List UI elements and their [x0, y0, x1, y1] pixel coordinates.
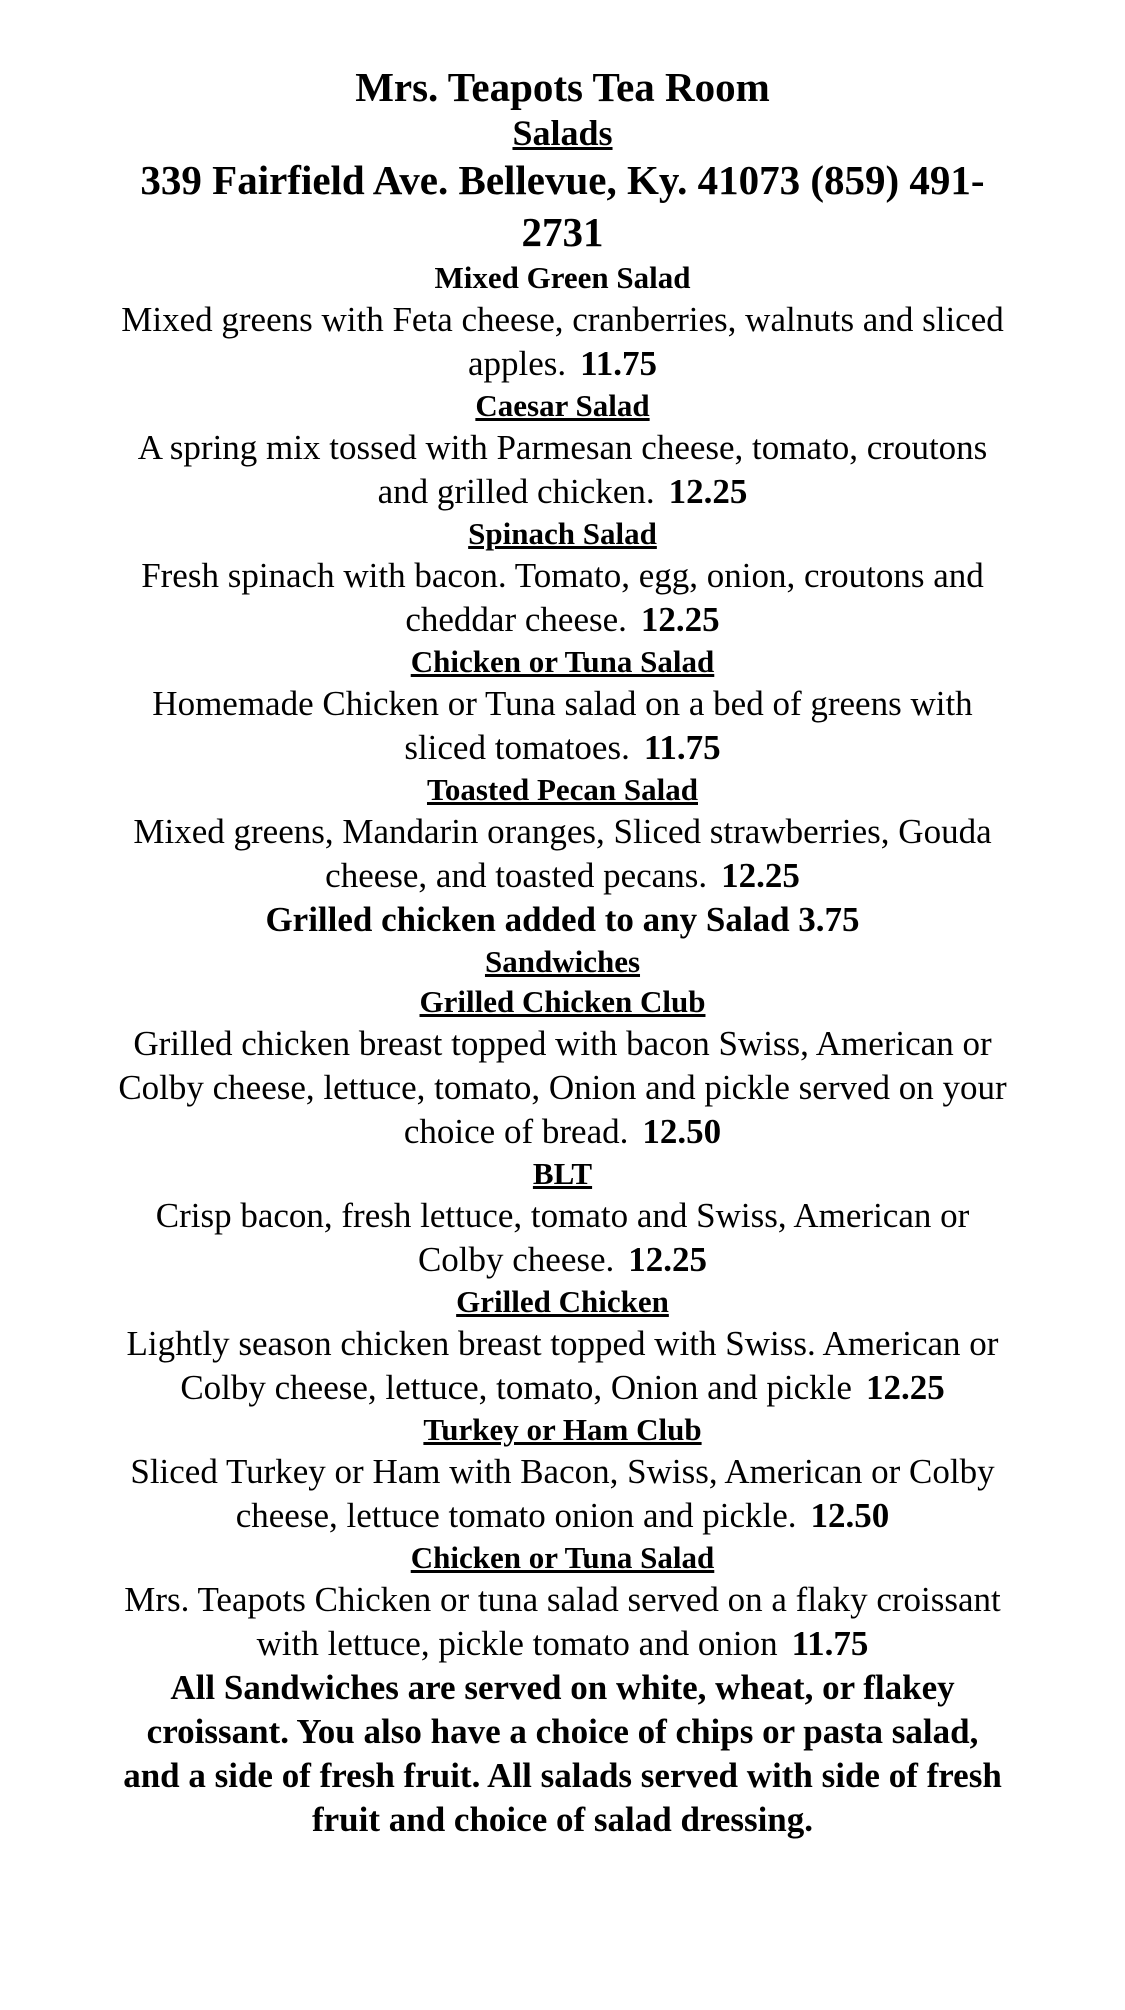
item-price: 11.75: [643, 728, 721, 767]
menu-item: [113, 1410, 1013, 1538]
salad-addon-note: Grilled chicken added to any Salad 3.75: [265, 900, 860, 939]
item-description: [113, 1194, 1013, 1282]
item-description: [113, 298, 1013, 386]
item-desc-text: Homemade Chicken or Tuna salad on a bed of greens with sliced tomatoes.: [152, 684, 973, 767]
item-description: [113, 682, 1013, 770]
item-desc-text: Mixed greens with Feta cheese, cranberries, walnuts and sliced apples.: [121, 300, 1004, 383]
item-name: Grilled Chicken Club: [419, 984, 706, 1019]
menu-item: [113, 770, 1013, 898]
menu-item: [113, 1282, 1013, 1410]
item-desc-text: Crisp bacon, fresh lettuce, tomato and Swiss, American or Colby cheese.: [155, 1196, 970, 1279]
item-price: 12.25: [628, 1240, 708, 1279]
address-phone: 339 Fairfield Ave. Bellevue, Ky. 41073 (859) 491-2731: [140, 157, 985, 255]
item-description: [113, 1578, 1013, 1666]
item-price: 12.50: [642, 1112, 722, 1151]
item-name: Spinach Salad: [468, 516, 657, 551]
item-desc-text: Fresh spinach with bacon. Tomato, egg, onion, croutons and cheddar cheese.: [141, 556, 984, 639]
footer-note: All Sandwiches are served on white, wheat, or flakey croissant. You also have a choice of chips or pasta salad, and a side of fresh fruit. All salads served with side of fresh fruit and choice of salad dressing.: [123, 1668, 1002, 1839]
menu-item: [113, 514, 1013, 642]
item-description: [113, 426, 1013, 514]
menu-item: [113, 386, 1013, 514]
item-price: 12.50: [810, 1496, 890, 1535]
item-price: 12.25: [865, 1368, 945, 1407]
menu-item: [113, 258, 1013, 386]
item-desc-text: A spring mix tossed with Parmesan cheese, tomato, croutons and grilled chicken.: [137, 428, 988, 511]
page-title: Mrs. Teapots Tea Room: [355, 64, 770, 110]
item-desc-text: Mrs. Teapots Chicken or tuna salad served on a flaky croissant with lettuce, pickle tomato and onion: [124, 1580, 1001, 1663]
item-desc-text: Mixed greens, Mandarin oranges, Sliced strawberries, Gouda cheese, and toasted pecans.: [133, 812, 992, 895]
item-price: 12.25: [640, 600, 720, 639]
item-description: [113, 554, 1013, 642]
item-price: 12.25: [668, 472, 748, 511]
item-name: Grilled Chicken: [456, 1284, 669, 1319]
item-name: Chicken or Tuna Salad: [410, 644, 715, 679]
menu-item: [113, 982, 1013, 1154]
menu-item: [113, 1538, 1013, 1666]
item-description: [113, 1022, 1013, 1154]
item-name: Toasted Pecan Salad: [426, 772, 698, 807]
menu-item: [113, 1154, 1013, 1282]
item-name: BLT: [532, 1156, 593, 1191]
item-desc-text: Lightly season chicken breast topped with Swiss. American or Colby cheese, lettuce, tomato, Onion and pickle: [126, 1324, 999, 1407]
item-name: Mixed Green Salad: [434, 260, 691, 295]
item-desc-text: Sliced Turkey or Ham with Bacon, Swiss, American or Colby cheese, lettuce tomato onion and pickle.: [130, 1452, 995, 1535]
item-name: Turkey or Ham Club: [423, 1412, 702, 1447]
item-price: 11.75: [580, 344, 657, 383]
item-name: Chicken or Tuna Salad: [410, 1540, 715, 1575]
item-description: [113, 810, 1013, 898]
item-description: [113, 1322, 1013, 1410]
item-desc-text: Grilled chicken breast topped with bacon Swiss, American or Colby cheese, lettuce, tomato, Onion and pickle served on your choice of bread.: [118, 1024, 1007, 1151]
item-name: Caesar Salad: [475, 388, 650, 423]
item-price: 12.25: [721, 856, 800, 895]
salads-heading: Salads: [512, 113, 613, 153]
item-description: [113, 1450, 1013, 1538]
menu-item: [113, 642, 1013, 770]
item-price: 11.75: [791, 1624, 869, 1663]
sandwiches-heading: Sandwiches: [484, 944, 641, 979]
